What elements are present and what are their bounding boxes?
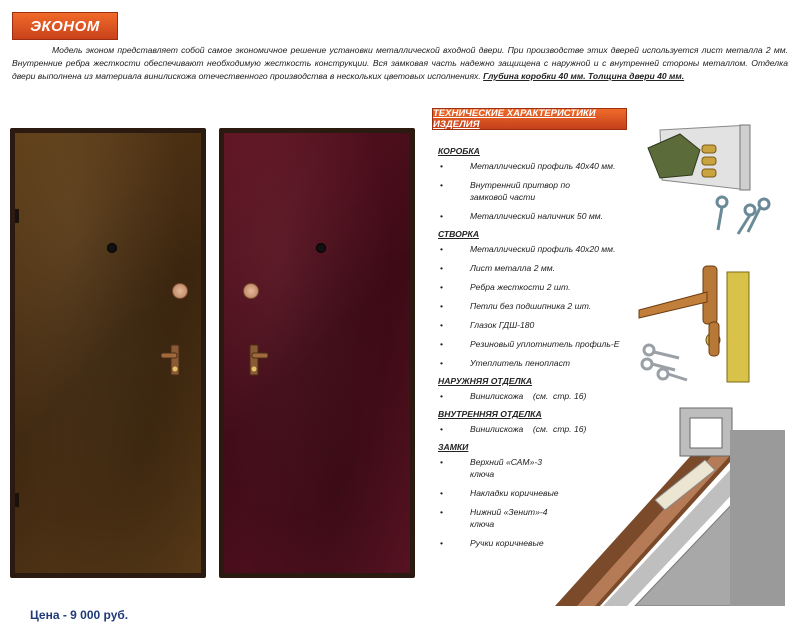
bullet-icon: • <box>440 282 444 292</box>
spec-item: • Винилискожа (см. стр. 16) <box>440 391 587 401</box>
spec-header: ТЕХНИЧЕСКИЕ ХАРАКТЕРИСТИКИ ИЗДЕЛИЯ <box>432 108 627 130</box>
spec-section-leaf <box>438 229 628 369</box>
door-hinge <box>15 493 19 507</box>
spec-item: • Утеплитель пенопласт <box>440 358 571 368</box>
door-brown-image <box>10 128 206 578</box>
spec-section-title: КОРОБКА <box>438 146 480 156</box>
spec-item: • Внутренний притвор по замковой части <box>440 180 570 202</box>
bullet-icon: • <box>440 339 444 349</box>
spec-item: • Лист металла 2 мм. <box>440 263 556 273</box>
lock-rosette-icon <box>243 283 259 299</box>
spec-section-box <box>438 146 628 222</box>
bullet-icon: • <box>440 161 444 171</box>
price-label: Цена - 9 000 руб. <box>30 608 129 622</box>
spec-section-title: ВНУТРЕННЯЯ ОТДЕЛКА <box>438 409 542 419</box>
spec-section-title: ЗАМКИ <box>438 442 469 452</box>
intro-paragraph <box>12 44 788 83</box>
bullet-icon: • <box>440 488 444 498</box>
door-profile-section-image <box>555 400 785 606</box>
bullet-icon: • <box>440 358 444 368</box>
model-title-badge <box>12 12 118 40</box>
spec-item: • Винилискожа (см. стр. 16) <box>440 424 587 434</box>
spec-item: • Верхний «САМ»-3 ключа <box>440 457 542 479</box>
lock-rosette-icon <box>172 283 188 299</box>
spec-item: • Петли без подшипника 2 шт. <box>440 301 592 311</box>
door-hinge <box>15 209 19 223</box>
lower-lock-with-handle-image <box>635 262 775 387</box>
spec-item: • Резиновый уплотнитель профиль-Е <box>440 339 620 349</box>
spec-item: • Ребра жесткости 2 шт. <box>440 282 571 292</box>
peephole-icon <box>316 243 326 253</box>
bullet-icon: • <box>440 391 444 401</box>
bullet-icon: • <box>440 180 444 190</box>
door-wine-image <box>219 128 415 578</box>
spec-item: • Металлический наличник 50 мм. <box>440 211 604 221</box>
spec-section-outer-finish <box>438 376 628 402</box>
bullet-icon: • <box>440 320 444 330</box>
door-handle-icon <box>244 343 268 379</box>
spec-section-title: СТВОРКА <box>438 229 480 239</box>
intro-dimensions: Глубина коробки 40 мм. Толщина двери 40 мм. <box>483 71 685 81</box>
peephole-icon <box>107 243 117 253</box>
upper-lock-image <box>640 120 780 245</box>
spec-item: • Металлический профиль 40х40 мм. <box>440 161 616 171</box>
model-title: ЭКОНОМ <box>30 17 100 35</box>
spec-section-title: НАРУЖНЯЯ ОТДЕЛКА <box>438 376 533 386</box>
bullet-icon: • <box>440 301 444 311</box>
bullet-icon: • <box>440 424 444 434</box>
bullet-icon: • <box>440 263 444 273</box>
bullet-icon: • <box>440 457 444 467</box>
intro-text: Модель эконом представляет собой самое экономичное решение установки металлической входной двери. При производстве этих дверей используется лист металла 2 мм. Внутренние ребра жесткости обеспечивают необходимую жесткость конструкции. Вся замковая часть надежно защищена с наружной и с внутренней стороны металлом. Отделка двери выполнена из материала винилискожа отечественного производства в нескольких цветовых исполнениях. <box>12 45 788 81</box>
spec-item: • Нижний «Зенит»-4 ключа <box>440 507 548 529</box>
door-handle-icon <box>161 343 185 379</box>
bullet-icon: • <box>440 211 444 221</box>
spec-item: • Глазок ГДШ-180 <box>440 320 535 330</box>
bullet-icon: • <box>440 538 444 548</box>
bullet-icon: • <box>440 244 444 254</box>
spec-item: • Металлический профиль 40х20 мм. <box>440 244 616 254</box>
bullet-icon: • <box>440 507 444 517</box>
spec-item: • Ручки коричневые <box>440 538 544 548</box>
spec-item: • Накладки коричневые <box>440 488 559 498</box>
